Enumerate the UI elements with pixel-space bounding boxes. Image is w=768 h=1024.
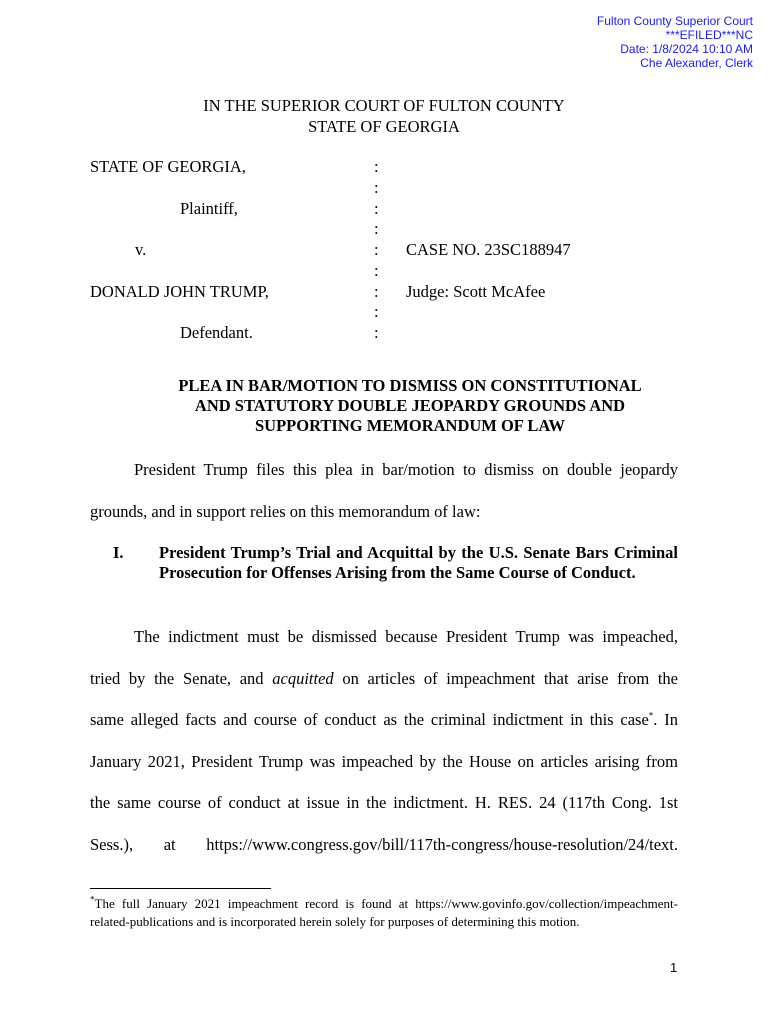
title-line: SUPPORTING MEMORANDUM OF LAW <box>254 416 565 435</box>
document-title <box>0 376 768 436</box>
stamp-court: Fulton County Superior Court <box>596 14 753 28</box>
efiling-stamp <box>597 14 753 70</box>
case-number: CASE NO. 23SC188947 <box>406 240 571 259</box>
section-heading: President Trump’s Trial and Acquittal by the U.S. Senate Bars Criminal Prosecution for Offenses Arising from the Same Course of Conduct. <box>159 543 678 582</box>
intro-paragraph <box>90 449 678 532</box>
footnote-marker: * <box>90 894 95 905</box>
court-state: STATE OF GEORGIA <box>308 117 460 136</box>
text-run: on articles of impeachment that arise from the <box>333 668 679 688</box>
defendant-name: DONALD JOHN TRUMP, <box>90 282 269 301</box>
paragraph-line: the same course of conduct at issue in the indictment. H. RES. 24 (117th Cong. 1st <box>90 793 678 812</box>
text-run: . In <box>653 710 678 729</box>
caption-colon: : <box>374 302 379 321</box>
plaintiff-name: STATE OF GEORGIA, <box>90 157 246 176</box>
footnote <box>90 895 678 931</box>
caption-colon: : <box>374 219 379 238</box>
paragraph-line: Sess.), at https://www.congress.gov/bill/117th-congress/house-resolution/24/text. <box>90 834 678 854</box>
stamp-clerk: Che Alexander, Clerk <box>640 56 753 70</box>
plaintiff-role: Plaintiff, <box>180 199 238 218</box>
text-run: same alleged facts and course of conduct as the criminal indictment in this case <box>90 710 649 729</box>
paragraph-line: January 2021, President Trump was impeached by the House on articles arising from <box>90 751 678 771</box>
court-name: IN THE SUPERIOR COURT OF FULTON COUNTY <box>203 96 565 115</box>
court-heading <box>0 95 768 137</box>
caption-colon: : <box>374 323 379 342</box>
title-line: AND STATUTORY DOUBLE JEOPARDY GROUNDS AND <box>194 396 626 415</box>
caption-colon: : <box>374 157 379 176</box>
paragraph-line <box>90 658 678 700</box>
paragraph-line: grounds, and in support relies on this memorandum of law: <box>90 501 481 521</box>
page-number: 1 <box>670 960 678 975</box>
paragraph-line <box>90 699 678 741</box>
caption-colon: : <box>374 199 379 218</box>
caption-colon: : <box>374 261 379 280</box>
section-number: I. <box>113 543 124 562</box>
paragraph-line: The indictment must be dismissed because President Trump was impeached, <box>134 627 678 646</box>
judge-name: Judge: Scott McAfee <box>406 282 546 301</box>
caption-colon: : <box>374 282 379 301</box>
text-run: tried by the Senate, and <box>90 668 273 688</box>
footnote-separator <box>90 888 271 889</box>
caption-colon: : <box>374 178 379 197</box>
emphasis-acquitted: acquitted <box>272 668 334 688</box>
body-paragraph <box>90 616 678 865</box>
stamp-efiled: ***EFILED***NC <box>665 28 753 42</box>
title-line: PLEA IN BAR/MOTION TO DISMISS ON CONSTITUTIONAL <box>178 376 642 395</box>
stamp-date: Date: 1/8/2024 10:10 AM <box>620 42 753 56</box>
footnote-reference[interactable]: * <box>648 710 654 721</box>
paragraph-line: President Trump files this plea in bar/motion to dismiss on double jeopardy <box>134 460 678 479</box>
versus: v. <box>135 240 147 259</box>
defendant-role: Defendant. <box>180 323 253 342</box>
caption-colon: : <box>374 240 379 259</box>
footnote-text: The full January 2021 impeachment record is found at https://www.govinfo.gov/collection/impeachment-related-publications and is incorporated herein solely for purposes of determining this motion. <box>90 896 678 929</box>
